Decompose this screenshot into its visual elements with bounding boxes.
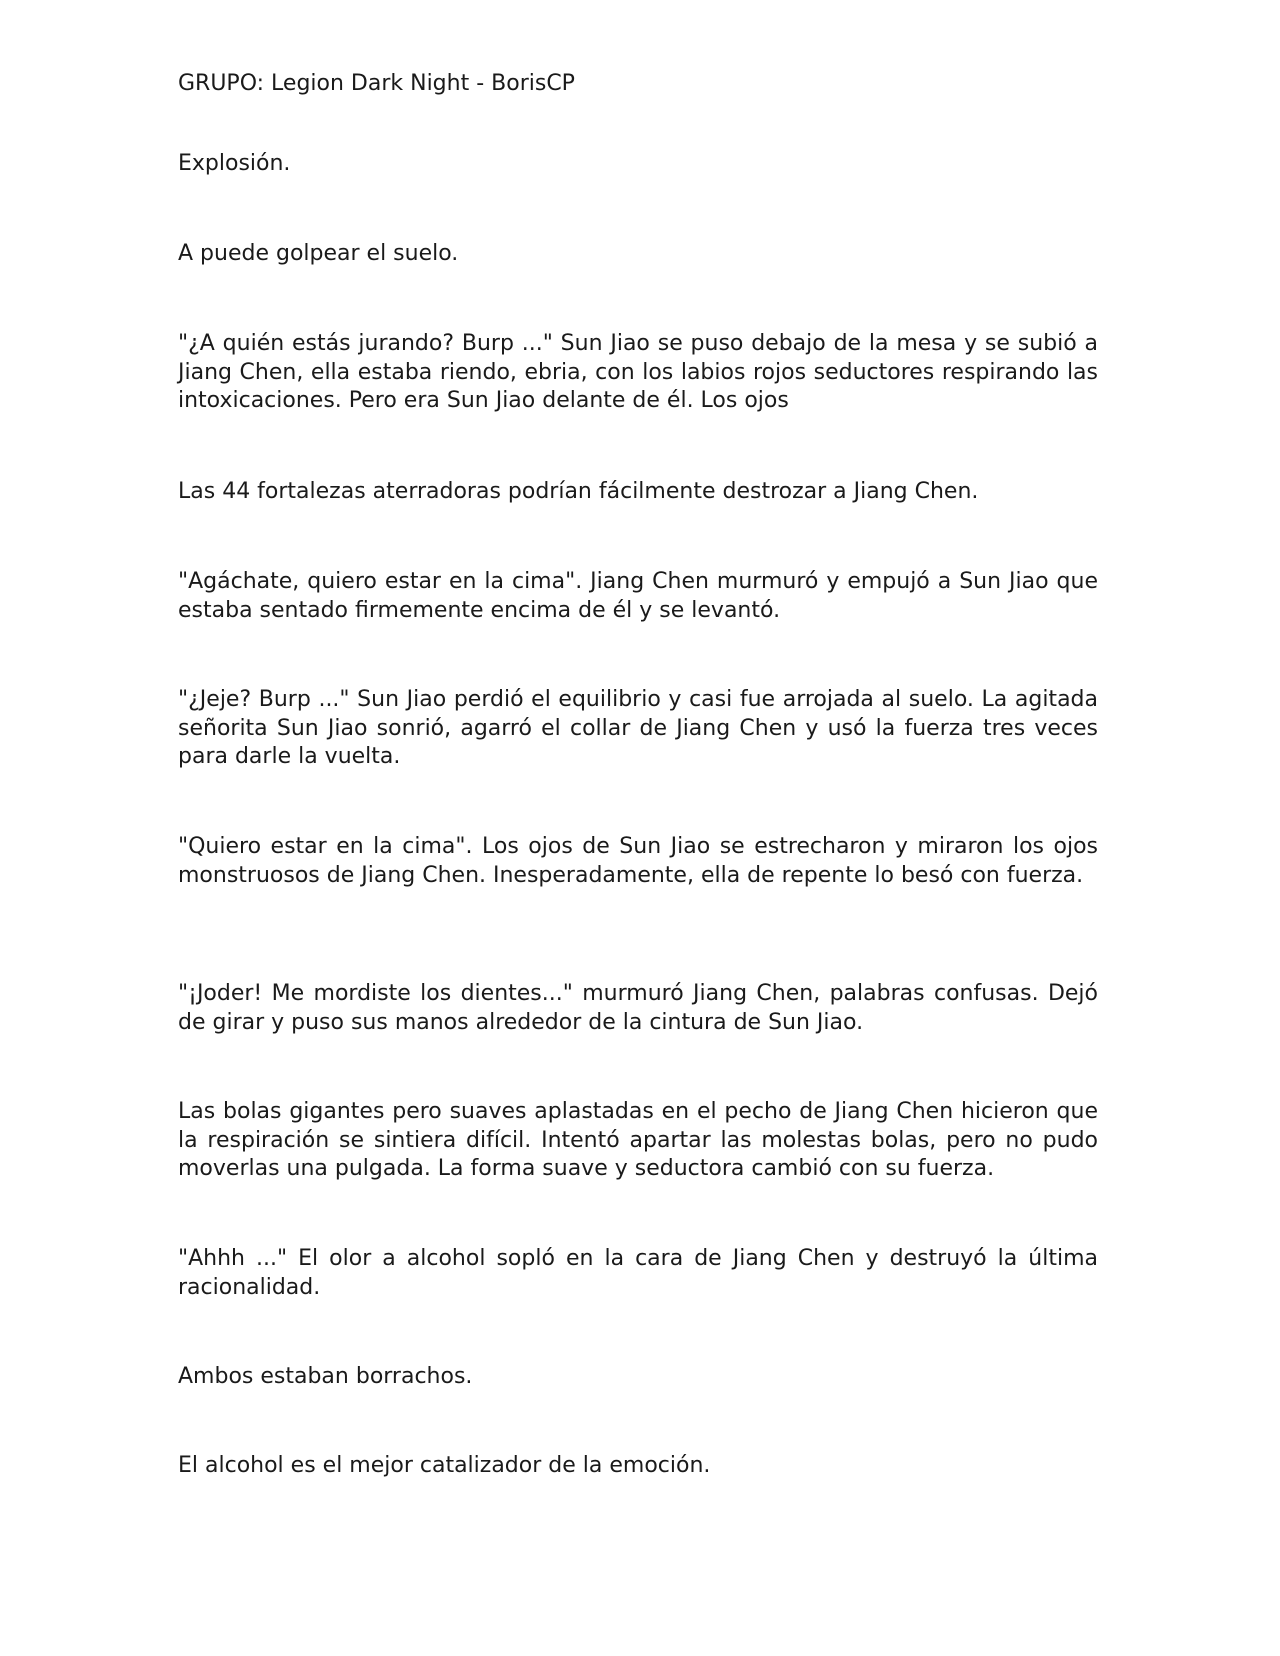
paragraph: Explosión. [178, 151, 291, 176]
paragraph: Las bolas gigantes pero suaves aplastadas en el pecho de Jiang Chen hicieron que la respiración se sintiera difícil. Intentó apartar las molestas bolas, pero no pudo moverlas una pulgada. La forma suave y seductora cambió con su fuerza. [178, 1099, 1098, 1181]
paragraph: "Quiero estar en la cima". Los ojos de Sun Jiao se estrecharon y miraron los ojos monstruosos de Jiang Chen. Inesperadamente, ella de repente lo besó con fuerza. [178, 834, 1098, 888]
paragraph: A puede golpear el suelo. [178, 241, 459, 266]
paragraph: "Agáchate, quiero estar en la cima". Jiang Chen murmuró y empujó a Sun Jiao que estaba sentado firmemente encima de él y se levantó. [178, 569, 1098, 623]
paragraph: "Ahhh ..." El olor a alcohol sopló en la cara de Jiang Chen y destruyó la última racionalidad. [178, 1246, 1098, 1300]
paragraph: El alcohol es el mejor catalizador de la emoción. [178, 1453, 711, 1478]
paragraph: "¿Jeje? Burp ..." Sun Jiao perdió el equilibrio y casi fue arrojada al suelo. La agitada señorita Sun Jiao sonrió, agarró el collar de Jiang Chen y usó la fuerza tres veces para darle la vuelta. [178, 687, 1098, 769]
paragraph: Las 44 fortalezas aterradoras podrían fácilmente destrozar a Jiang Chen. [178, 479, 979, 504]
paragraph: "¿A quién estás jurando? Burp ..." Sun Jiao se puso debajo de la mesa y se subió a Jiang Chen, ella estaba riendo, ebria, con los labios rojos seductores respirando las intoxicaciones. Pero era Sun Jiao delante de él. Los ojos [178, 331, 1098, 413]
paragraph: Ambos estaban borrachos. [178, 1364, 473, 1389]
group-header: GRUPO: Legion Dark Night - BorisCP [178, 71, 575, 96]
paragraph: "¡Joder! Me mordiste los dientes..." murmuró Jiang Chen, palabras confusas. Dejó de girar y puso sus manos alrededor de la cintura de Sun Jiao. [178, 981, 1098, 1035]
